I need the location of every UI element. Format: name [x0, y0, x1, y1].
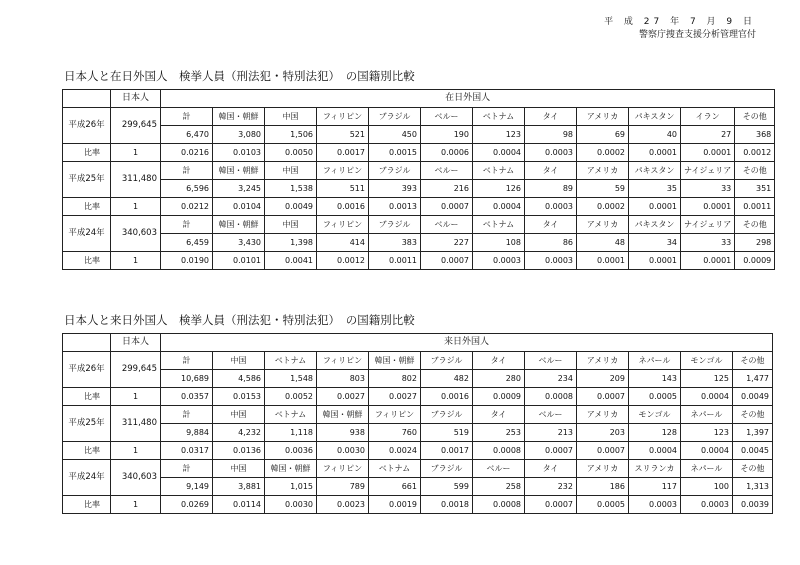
nationality-label: ブラジル: [369, 162, 421, 180]
nationality-ratio: 0.0017: [421, 442, 473, 460]
nationality-count: 108: [473, 234, 525, 252]
nationality-ratio: 0.0004: [473, 144, 525, 162]
nationality-ratio: 0.0027: [369, 388, 421, 406]
nationality-label: タイ: [525, 108, 577, 126]
nationality-label: フィリピン: [317, 216, 369, 234]
nationality-ratio: 0.0007: [577, 388, 629, 406]
nationality-count: 414: [317, 234, 369, 252]
nationality-count: 1,397: [733, 424, 773, 442]
nationality-label: パキスタン: [629, 216, 681, 234]
nationality-count: 33: [681, 234, 735, 252]
nationality-count: 3,080: [213, 126, 265, 144]
nationality-ratio: 0.0016: [421, 388, 473, 406]
nationality-ratio: 0.0101: [213, 252, 265, 270]
nationality-count: 1,538: [265, 180, 317, 198]
nationality-ratio: 0.0030: [317, 442, 369, 460]
nationality-count: 123: [473, 126, 525, 144]
ratio-row: [63, 442, 773, 460]
nationality-ratio: 0.0036: [265, 442, 317, 460]
foreign-column-header: 在日外国人: [161, 90, 775, 108]
nationality-ratio: 0.0103: [213, 144, 265, 162]
nationality-count: 6,459: [161, 234, 213, 252]
nationality-label: 計: [161, 108, 213, 126]
nationality-count: 143: [629, 370, 681, 388]
nationality-ratio: 0.0001: [681, 144, 735, 162]
year-cell: 平成26年: [63, 352, 111, 388]
nationality-label: ベトナム: [473, 108, 525, 126]
ratio-row: [63, 144, 775, 162]
nationality-count: 3,430: [213, 234, 265, 252]
nationality-label: ブラジル: [421, 406, 473, 424]
nationality-label: その他: [733, 352, 773, 370]
nationality-count: 209: [577, 370, 629, 388]
nationality-count: 10,689: [161, 370, 213, 388]
nationality-label: ブラジル: [421, 352, 473, 370]
japanese-column-header: 日本人: [111, 90, 161, 108]
nationality-label: 韓国・朝鮮: [213, 216, 265, 234]
nationality-count: 1,506: [265, 126, 317, 144]
japanese-count: 311,480: [111, 406, 161, 442]
nationality-label: フィリピン: [317, 108, 369, 126]
corner-cell: [63, 334, 111, 352]
nationality-ratio: 0.0004: [681, 388, 733, 406]
nationality-count: 128: [629, 424, 681, 442]
nationality-label: アメリカ: [577, 162, 629, 180]
nationality-label: ナイジェリア: [681, 216, 735, 234]
nationality-label: タイ: [525, 162, 577, 180]
nationality-ratio: 0.0008: [473, 496, 525, 514]
nationality-count: 186: [577, 478, 629, 496]
nationality-ratio: 0.0003: [681, 496, 733, 514]
count-row: [63, 234, 775, 252]
nationality-ratio: 0.0013: [369, 198, 421, 216]
nationality-ratio: 0.0045: [733, 442, 773, 460]
nationality-ratio: 0.0003: [525, 144, 577, 162]
nationality-label: アメリカ: [577, 216, 629, 234]
nationality-count: 86: [525, 234, 577, 252]
nationality-label: アメリカ: [577, 352, 629, 370]
nationality-count: 6,470: [161, 126, 213, 144]
nationality-ratio: 0.0002: [577, 144, 629, 162]
nationality-label: フィリピン: [317, 352, 369, 370]
nationality-count: 789: [317, 478, 369, 496]
year-cell: 平成24年: [63, 216, 111, 252]
nationality-ratio: 0.0007: [525, 442, 577, 460]
nationality-count: 1,548: [265, 370, 317, 388]
nationality-ratio: 0.0023: [317, 496, 369, 514]
nationality-label: ベトナム: [369, 460, 421, 478]
nationality-count: 234: [525, 370, 577, 388]
japanese-count: 340,603: [111, 216, 161, 252]
foreign-column-header: 来日外国人: [161, 334, 773, 352]
nationality-ratio: 0.0012: [735, 144, 775, 162]
ratio-row: [63, 198, 775, 216]
nationality-label: 計: [161, 352, 213, 370]
count-row: [63, 478, 773, 496]
count-row: [63, 424, 773, 442]
nationality-ratio: 0.0104: [213, 198, 265, 216]
nationality-ratio: 0.0017: [317, 144, 369, 162]
nationality-count: 1,477: [733, 370, 773, 388]
nationality-ratio: 0.0024: [369, 442, 421, 460]
table-header-row: [63, 334, 773, 352]
year-cell: 平成25年: [63, 162, 111, 198]
japanese-count: 340,603: [111, 460, 161, 496]
nationality-label: 韓国・朝鮮: [265, 460, 317, 478]
nationality-label: 計: [161, 406, 213, 424]
nationality-ratio: 0.0212: [161, 198, 213, 216]
nationality-ratio: 0.0153: [213, 388, 265, 406]
nationality-count: 519: [421, 424, 473, 442]
nationality-label: その他: [735, 108, 775, 126]
nationality-ratio: 0.0007: [421, 252, 473, 270]
nationality-label: ベルー: [525, 352, 577, 370]
nationality-count: 89: [525, 180, 577, 198]
nationality-ratio: 0.0049: [265, 198, 317, 216]
nationality-label: ブラジル: [369, 108, 421, 126]
nationality-ratio: 0.0006: [421, 144, 473, 162]
count-row: [63, 370, 773, 388]
nationality-count: 368: [735, 126, 775, 144]
nationality-count: 126: [473, 180, 525, 198]
nationality-label: スリランカ: [629, 460, 681, 478]
count-row: [63, 180, 775, 198]
nationality-ratio: 0.0003: [473, 252, 525, 270]
nationality-ratio: 0.0011: [369, 252, 421, 270]
year-label-row: [63, 162, 775, 180]
nationality-label: ネパール: [681, 406, 733, 424]
nationality-count: 34: [629, 234, 681, 252]
nationality-ratio: 0.0001: [681, 198, 735, 216]
nationality-ratio: 0.0001: [629, 198, 681, 216]
nationality-label: ベトナム: [473, 216, 525, 234]
nationality-ratio: 0.0001: [681, 252, 735, 270]
nationality-count: 1,398: [265, 234, 317, 252]
nationality-label: 韓国・朝鮮: [213, 162, 265, 180]
ratio-row: [63, 252, 775, 270]
nationality-label: 計: [161, 460, 213, 478]
nationality-count: 298: [735, 234, 775, 252]
nationality-count: 253: [473, 424, 525, 442]
nationality-ratio: 0.0216: [161, 144, 213, 162]
nationality-count: 27: [681, 126, 735, 144]
nationality-count: 203: [577, 424, 629, 442]
nationality-label: アメリカ: [577, 406, 629, 424]
nationality-label: パキスタン: [629, 108, 681, 126]
nationality-count: 599: [421, 478, 473, 496]
japanese-ratio: 1: [111, 442, 161, 460]
nationality-count: 33: [681, 180, 735, 198]
nationality-label: 中国: [265, 162, 317, 180]
japanese-count: 299,645: [111, 108, 161, 144]
nationality-count: 1,015: [265, 478, 317, 496]
nationality-count: 802: [369, 370, 421, 388]
nationality-label: ベトナム: [473, 162, 525, 180]
nationality-ratio: 0.0007: [421, 198, 473, 216]
table1-title: 日本人と在日外国人 検挙人員（刑法犯・特別法犯） の国籍別比較: [64, 69, 415, 83]
nationality-count: 9,149: [161, 478, 213, 496]
nationality-label: フィリピン: [369, 406, 421, 424]
corner-cell: [63, 90, 111, 108]
nationality-label: ベトナム: [265, 406, 317, 424]
nationality-ratio: 0.0005: [577, 496, 629, 514]
nationality-count: 760: [369, 424, 421, 442]
nationality-label: ベルー: [421, 108, 473, 126]
nationality-ratio: 0.0001: [629, 252, 681, 270]
nationality-label: タイ: [473, 352, 525, 370]
nationality-count: 69: [577, 126, 629, 144]
ratio-label: 比率: [63, 198, 111, 216]
nationality-label: 中国: [213, 460, 265, 478]
nationality-label: フィリピン: [317, 162, 369, 180]
nationality-label: その他: [735, 216, 775, 234]
table1-resident-foreigners: [62, 89, 775, 270]
nationality-ratio: 0.0015: [369, 144, 421, 162]
nationality-label: モンゴル: [629, 406, 681, 424]
nationality-label: その他: [733, 406, 773, 424]
nationality-count: 35: [629, 180, 681, 198]
japanese-ratio: 1: [111, 388, 161, 406]
nationality-count: 4,232: [213, 424, 265, 442]
nationality-count: 351: [735, 180, 775, 198]
ratio-row: [63, 496, 773, 514]
nationality-label: 中国: [265, 216, 317, 234]
nationality-count: 125: [681, 370, 733, 388]
year-label-row: [63, 352, 773, 370]
nationality-ratio: 0.0008: [525, 388, 577, 406]
nationality-label: ベトナム: [265, 352, 317, 370]
nationality-ratio: 0.0269: [161, 496, 213, 514]
nationality-ratio: 0.0052: [265, 388, 317, 406]
nationality-count: 383: [369, 234, 421, 252]
header-office: 警察庁捜査支援分析管理官付: [638, 30, 756, 40]
nationality-ratio: 0.0002: [577, 198, 629, 216]
nationality-count: 123: [681, 424, 733, 442]
nationality-ratio: 0.0003: [525, 198, 577, 216]
nationality-label: ネパール: [681, 460, 733, 478]
nationality-ratio: 0.0007: [577, 442, 629, 460]
nationality-count: 511: [317, 180, 369, 198]
year-label-row: [63, 460, 773, 478]
nationality-ratio: 0.0011: [735, 198, 775, 216]
ratio-label: 比率: [63, 388, 111, 406]
nationality-ratio: 0.0001: [577, 252, 629, 270]
nationality-count: 661: [369, 478, 421, 496]
year-label-row: [63, 108, 775, 126]
ratio-label: 比率: [63, 442, 111, 460]
header-date: 平 成 27 年 7 月 9 日: [604, 17, 756, 27]
japanese-ratio: 1: [111, 252, 161, 270]
japanese-ratio: 1: [111, 496, 161, 514]
nationality-ratio: 0.0008: [473, 442, 525, 460]
nationality-ratio: 0.0050: [265, 144, 317, 162]
nationality-ratio: 0.0009: [735, 252, 775, 270]
nationality-ratio: 0.0016: [317, 198, 369, 216]
nationality-count: 521: [317, 126, 369, 144]
year-label-row: [63, 406, 773, 424]
nationality-count: 280: [473, 370, 525, 388]
nationality-label: その他: [735, 162, 775, 180]
nationality-count: 232: [525, 478, 577, 496]
nationality-ratio: 0.0019: [369, 496, 421, 514]
document-header: [604, 16, 756, 42]
nationality-count: 393: [369, 180, 421, 198]
nationality-count: 1,313: [733, 478, 773, 496]
japanese-count: 311,480: [111, 162, 161, 198]
table2-visiting-foreigners: [62, 333, 773, 514]
nationality-count: 450: [369, 126, 421, 144]
nationality-ratio: 0.0004: [629, 442, 681, 460]
nationality-ratio: 0.0027: [317, 388, 369, 406]
count-row: [63, 126, 775, 144]
table-header-row: [63, 90, 775, 108]
ratio-label: 比率: [63, 144, 111, 162]
nationality-ratio: 0.0039: [733, 496, 773, 514]
nationality-ratio: 0.0190: [161, 252, 213, 270]
nationality-count: 59: [577, 180, 629, 198]
nationality-label: ブラジル: [369, 216, 421, 234]
nationality-label: ベルー: [421, 162, 473, 180]
nationality-count: 117: [629, 478, 681, 496]
nationality-label: ベルー: [473, 460, 525, 478]
nationality-ratio: 0.0357: [161, 388, 213, 406]
nationality-count: 803: [317, 370, 369, 388]
nationality-ratio: 0.0018: [421, 496, 473, 514]
nationality-count: 216: [421, 180, 473, 198]
nationality-count: 482: [421, 370, 473, 388]
nationality-ratio: 0.0004: [681, 442, 733, 460]
nationality-ratio: 0.0136: [213, 442, 265, 460]
nationality-ratio: 0.0003: [629, 496, 681, 514]
nationality-label: アメリカ: [577, 108, 629, 126]
nationality-label: イラン: [681, 108, 735, 126]
nationality-ratio: 0.0003: [525, 252, 577, 270]
nationality-label: モンゴル: [681, 352, 733, 370]
nationality-ratio: 0.0012: [317, 252, 369, 270]
nationality-label: 中国: [265, 108, 317, 126]
nationality-label: 韓国・朝鮮: [369, 352, 421, 370]
nationality-count: 938: [317, 424, 369, 442]
nationality-ratio: 0.0030: [265, 496, 317, 514]
nationality-label: タイ: [525, 460, 577, 478]
year-label-row: [63, 216, 775, 234]
nationality-label: パキスタン: [629, 162, 681, 180]
nationality-count: 9,884: [161, 424, 213, 442]
nationality-ratio: 0.0001: [629, 144, 681, 162]
nationality-ratio: 0.0007: [525, 496, 577, 514]
nationality-label: 計: [161, 216, 213, 234]
japanese-ratio: 1: [111, 198, 161, 216]
nationality-label: その他: [733, 460, 773, 478]
nationality-count: 100: [681, 478, 733, 496]
table2-title: 日本人と来日外国人 検挙人員（刑法犯・特別法犯） の国籍別比較: [64, 313, 415, 327]
nationality-label: 韓国・朝鮮: [213, 108, 265, 126]
nationality-label: アメリカ: [577, 460, 629, 478]
nationality-count: 6,596: [161, 180, 213, 198]
nationality-label: ブラジル: [421, 460, 473, 478]
nationality-count: 48: [577, 234, 629, 252]
year-cell: 平成26年: [63, 108, 111, 144]
nationality-label: 中国: [213, 406, 265, 424]
year-cell: 平成24年: [63, 460, 111, 496]
nationality-ratio: 0.0009: [473, 388, 525, 406]
nationality-ratio: 0.0049: [733, 388, 773, 406]
nationality-ratio: 0.0114: [213, 496, 265, 514]
nationality-label: 中国: [213, 352, 265, 370]
nationality-label: 韓国・朝鮮: [317, 406, 369, 424]
nationality-count: 40: [629, 126, 681, 144]
nationality-count: 213: [525, 424, 577, 442]
nationality-label: 計: [161, 162, 213, 180]
nationality-count: 258: [473, 478, 525, 496]
nationality-label: タイ: [473, 406, 525, 424]
japanese-ratio: 1: [111, 144, 161, 162]
nationality-count: 227: [421, 234, 473, 252]
nationality-count: 190: [421, 126, 473, 144]
nationality-label: ナイジェリア: [681, 162, 735, 180]
nationality-count: 98: [525, 126, 577, 144]
nationality-ratio: 0.0005: [629, 388, 681, 406]
nationality-label: タイ: [525, 216, 577, 234]
nationality-label: フィリピン: [317, 460, 369, 478]
ratio-label: 比率: [63, 252, 111, 270]
nationality-label: ベルー: [421, 216, 473, 234]
nationality-ratio: 0.0041: [265, 252, 317, 270]
japanese-column-header: 日本人: [111, 334, 161, 352]
ratio-label: 比率: [63, 496, 111, 514]
nationality-count: 3,881: [213, 478, 265, 496]
nationality-count: 3,245: [213, 180, 265, 198]
ratio-row: [63, 388, 773, 406]
nationality-ratio: 0.0004: [473, 198, 525, 216]
nationality-count: 4,586: [213, 370, 265, 388]
japanese-count: 299,645: [111, 352, 161, 388]
nationality-count: 1,118: [265, 424, 317, 442]
year-cell: 平成25年: [63, 406, 111, 442]
nationality-label: ネパール: [629, 352, 681, 370]
nationality-ratio: 0.0317: [161, 442, 213, 460]
nationality-label: ベルー: [525, 406, 577, 424]
